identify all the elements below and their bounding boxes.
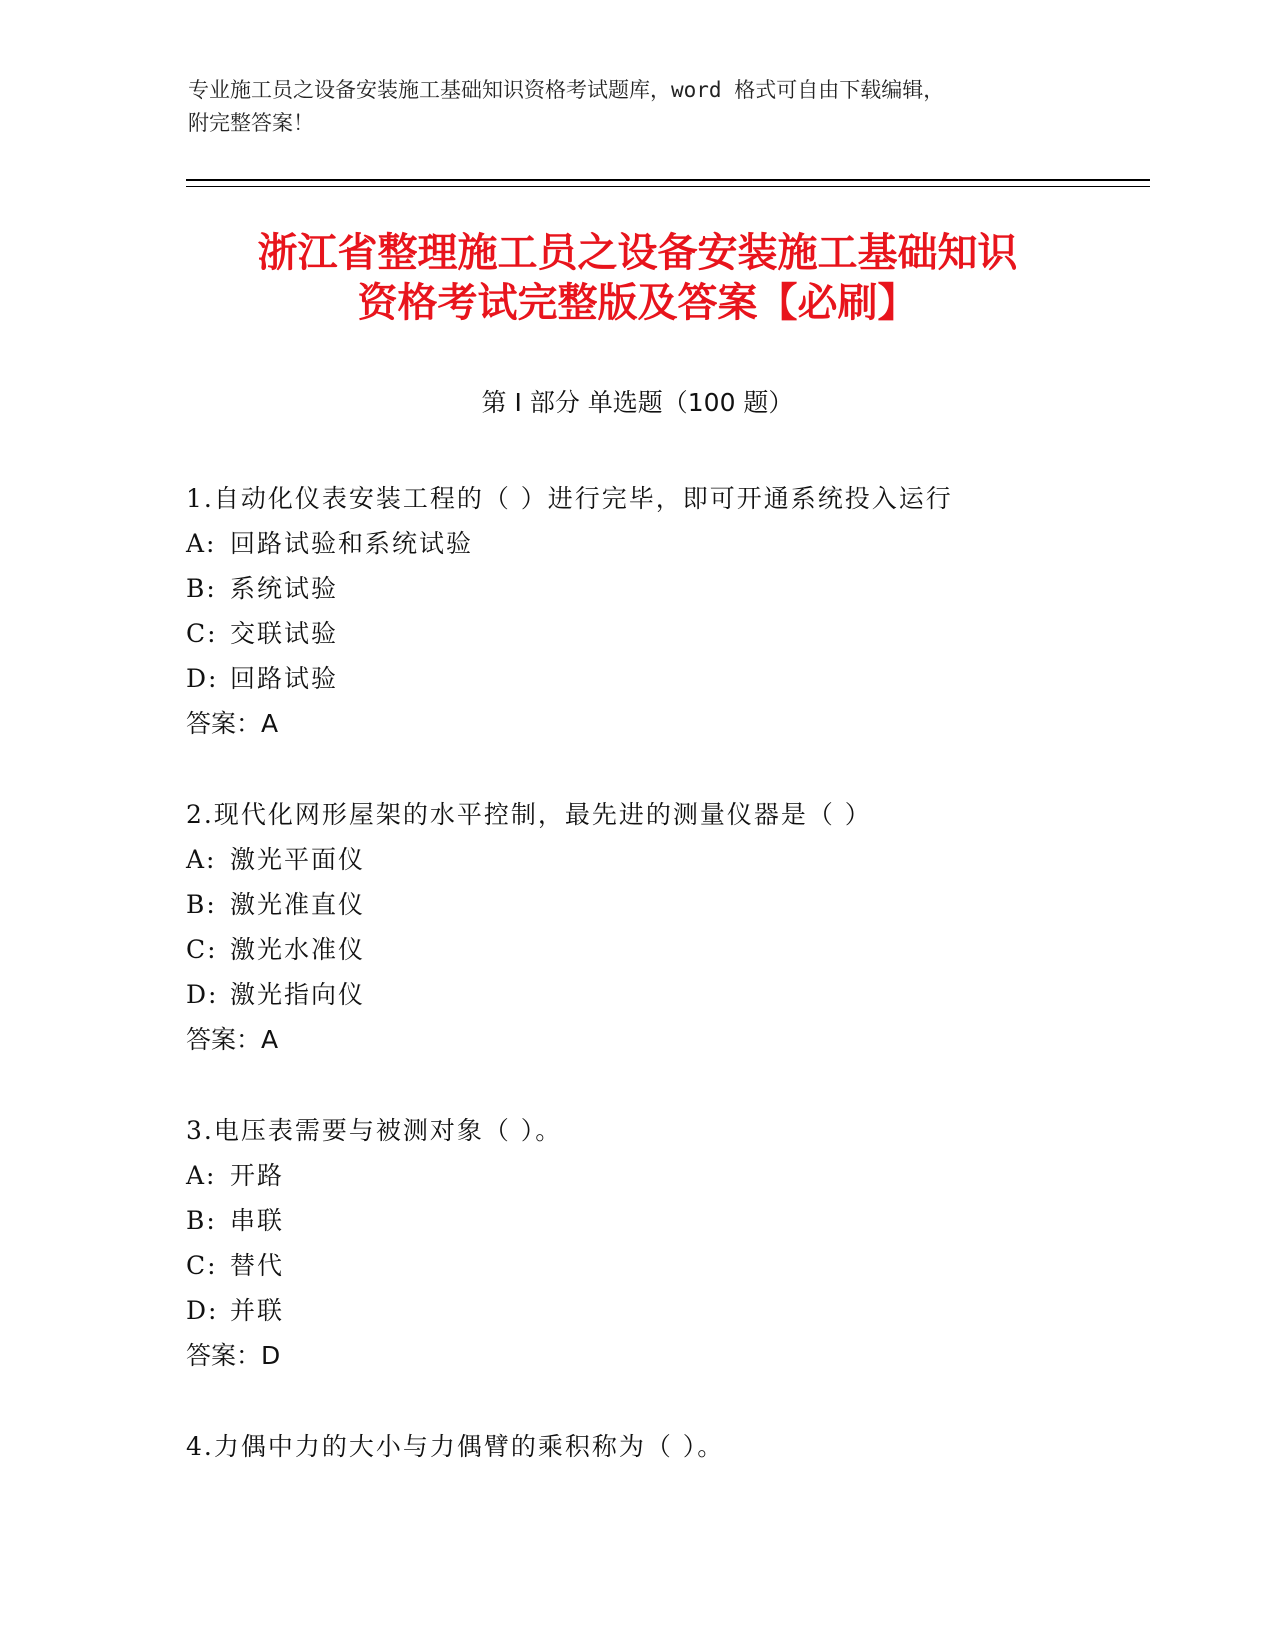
header-note [188, 74, 1068, 140]
option-key: C: [186, 1251, 218, 1280]
option-text: 替代 [230, 1251, 285, 1280]
header-divider-thick [186, 179, 1150, 181]
question-stem: 4.力偶中力的大小与力偶臂的乘积称为（ ）。 [186, 1432, 725, 1461]
option-text: 激光准直仪 [230, 890, 366, 919]
option-key: C: [186, 619, 218, 648]
option-text: 激光指向仪 [230, 980, 366, 1009]
section-heading: 第 I 部分 单选题（100 题） [481, 388, 794, 417]
option-a [186, 1153, 1146, 1198]
option-a [186, 837, 1146, 882]
option-c [186, 611, 1146, 656]
option-text: 系统试验 [230, 574, 339, 603]
question-stem: 3.电压表需要与被测对象（ ）。 [186, 1116, 563, 1145]
option-a [186, 521, 1146, 566]
option-text: 开路 [230, 1161, 285, 1190]
option-b [186, 566, 1146, 611]
option-key: D: [186, 1296, 219, 1325]
answer: 答案：A [186, 1025, 279, 1054]
option-b [186, 882, 1146, 927]
option-d [186, 656, 1146, 701]
option-text: 激光水准仪 [230, 935, 366, 964]
option-c [186, 927, 1146, 972]
option-text: 串联 [230, 1206, 285, 1235]
option-key: B: [186, 574, 217, 603]
option-text: 并联 [230, 1296, 285, 1325]
option-text: 回路试验 [230, 664, 339, 693]
answer: 答案：D [186, 1341, 281, 1370]
header-divider-thin [186, 186, 1150, 187]
question-list [186, 476, 1146, 1515]
document-title [100, 228, 1175, 328]
option-key: D: [186, 980, 219, 1009]
question-1 [186, 476, 1146, 746]
option-b [186, 1198, 1146, 1243]
option-key: A: [186, 529, 217, 558]
question-2 [186, 792, 1146, 1062]
document-title-line-2: 资格考试完整版及答案【必刷】 [357, 280, 918, 326]
option-text: 回路试验和系统试验 [230, 529, 474, 558]
option-key: B: [186, 890, 217, 919]
option-key: C: [186, 935, 218, 964]
question-4 [186, 1424, 1146, 1469]
option-c [186, 1243, 1146, 1288]
header-note-line-2: 附完整答案！ [188, 111, 314, 135]
option-key: D: [186, 664, 219, 693]
option-d [186, 1288, 1146, 1333]
option-key: A: [186, 1161, 217, 1190]
header-note-line-1: 专业施工员之设备安装施工基础知识资格考试题库，word 格式可自由下载编辑， [188, 78, 945, 102]
question-3 [186, 1108, 1146, 1378]
option-key: B: [186, 1206, 217, 1235]
document-title-line-1: 浙江省整理施工员之设备安装施工基础知识 [257, 230, 1018, 276]
option-key: A: [186, 845, 217, 874]
question-stem: 1.自动化仪表安装工程的（ ）进行完毕，即可开通系统投入运行 [186, 484, 953, 513]
option-text: 交联试验 [230, 619, 339, 648]
option-text: 激光平面仪 [230, 845, 366, 874]
answer: 答案：A [186, 709, 279, 738]
option-d [186, 972, 1146, 1017]
question-stem: 2.现代化网形屋架的水平控制，最先进的测量仪器是（ ） [186, 800, 872, 829]
